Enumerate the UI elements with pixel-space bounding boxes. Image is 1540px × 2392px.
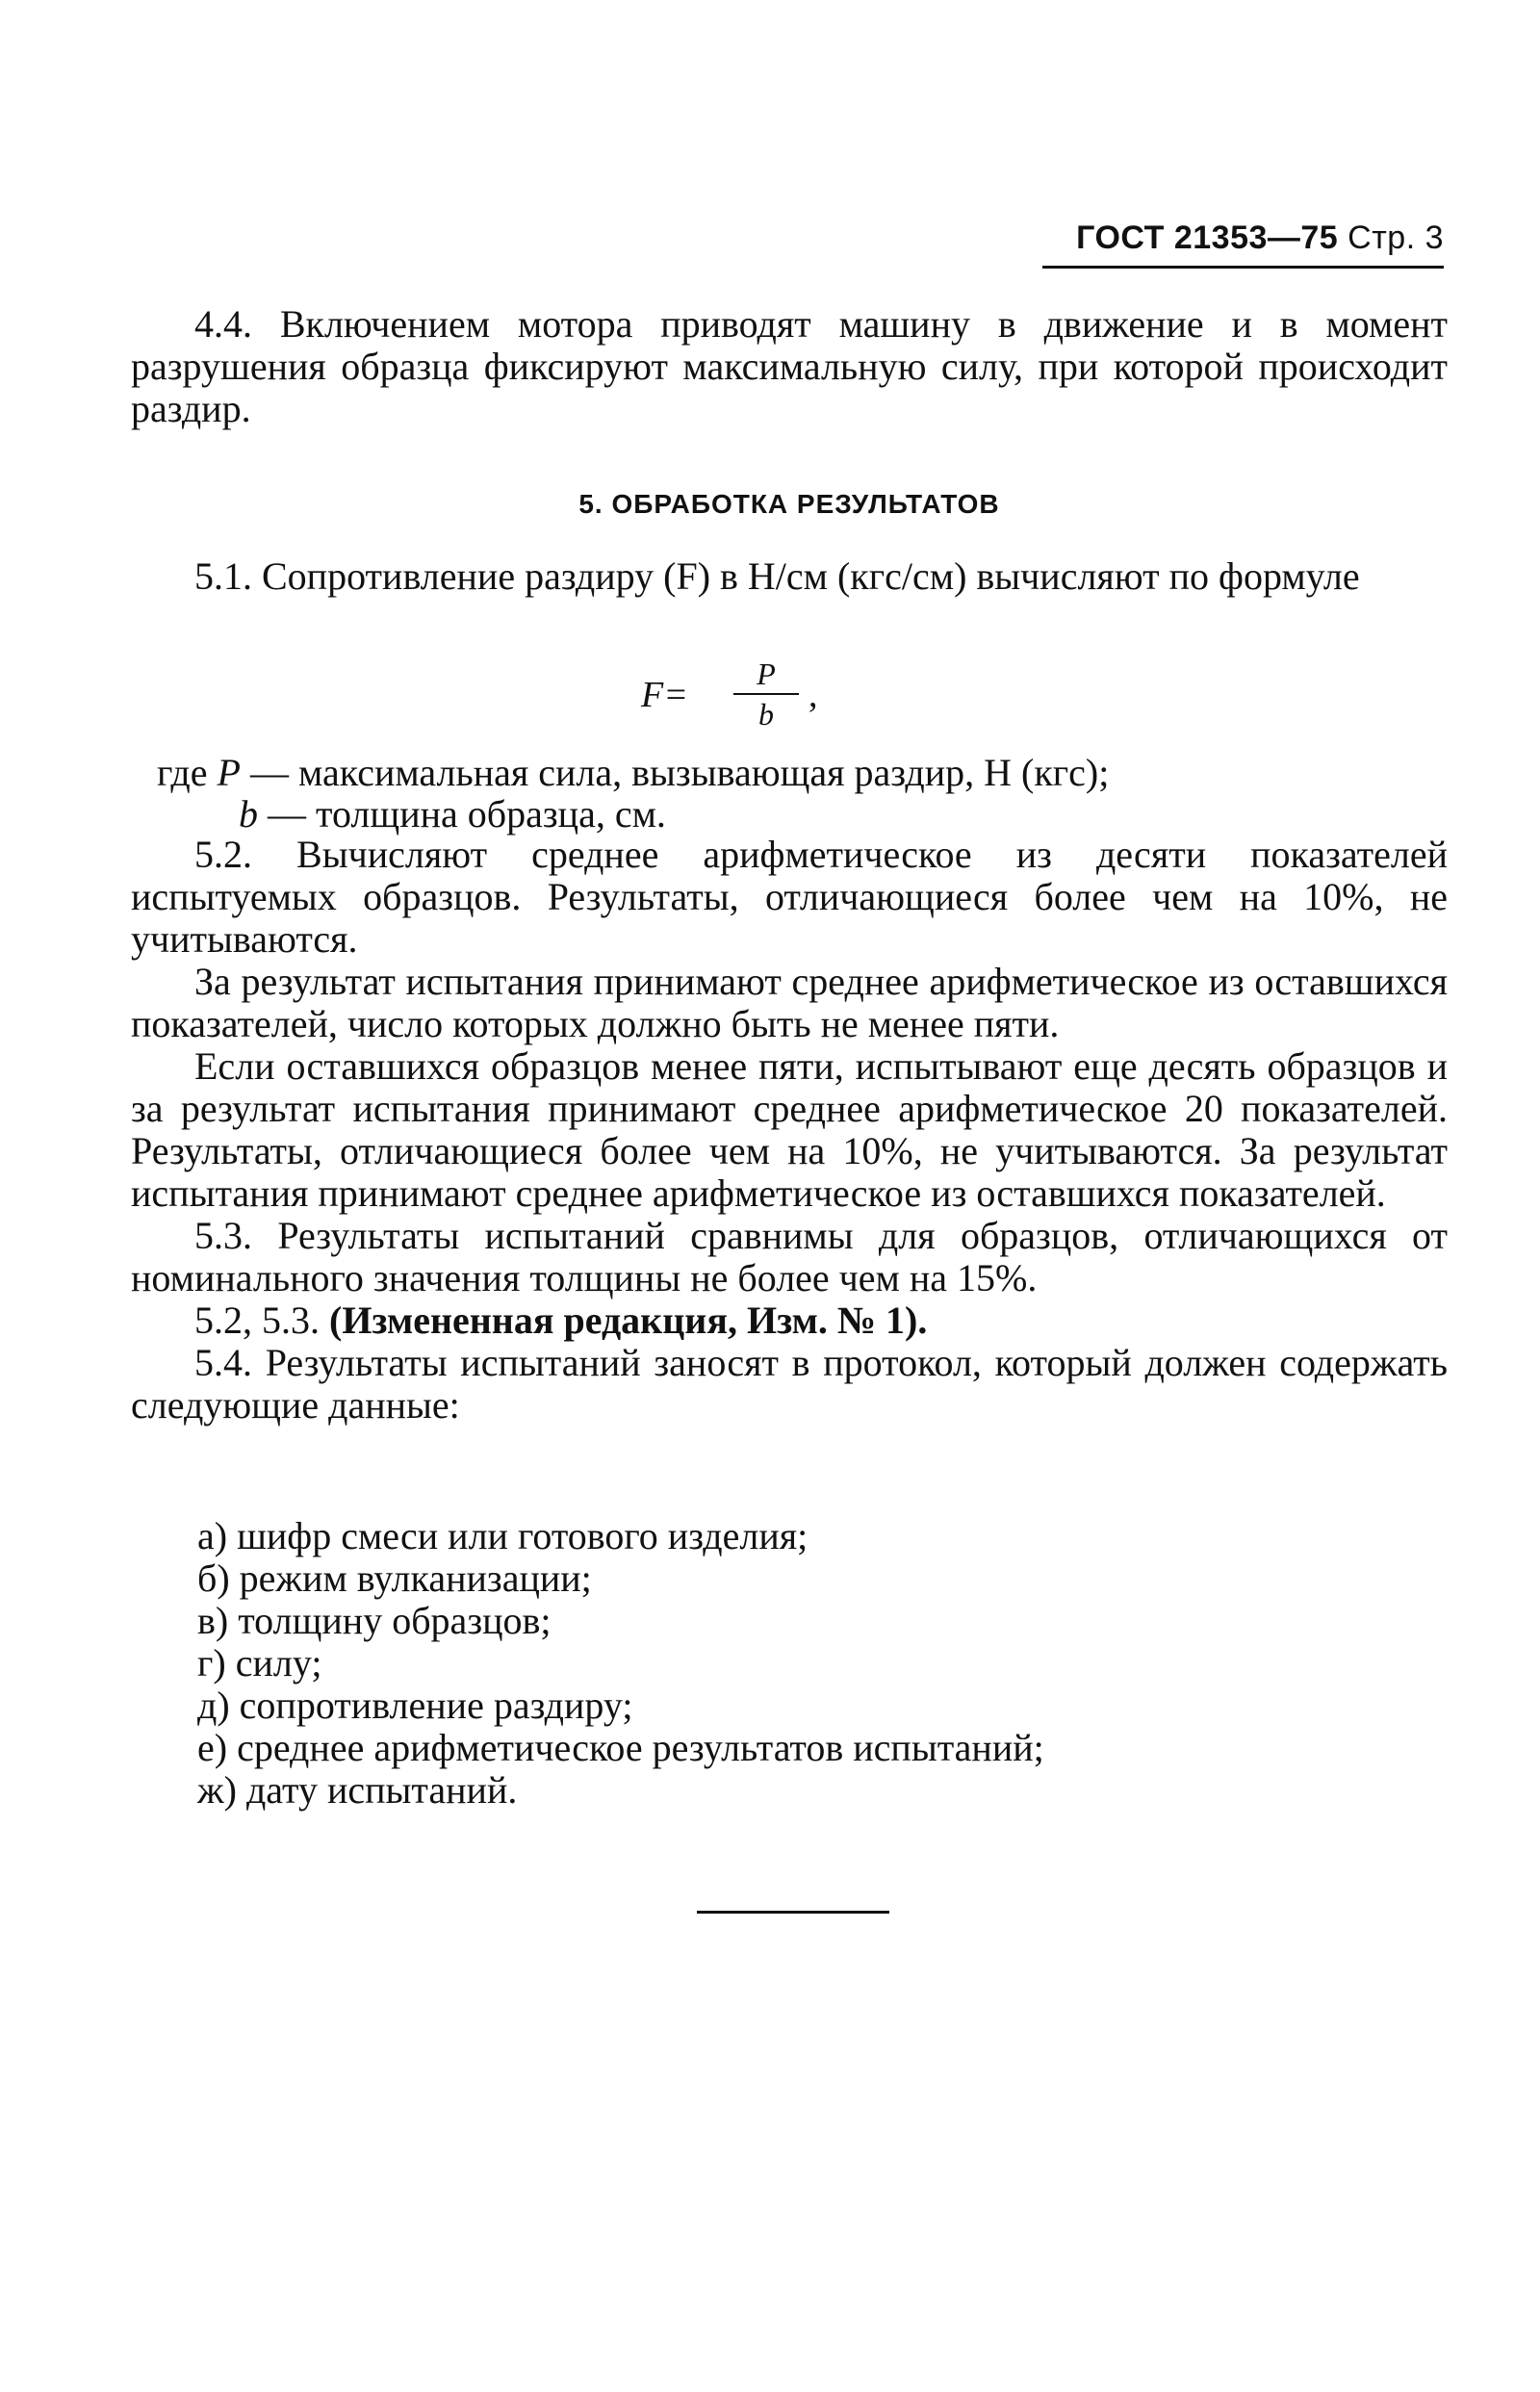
formula-lhs: F= <box>641 675 688 715</box>
section-5-title: 5. ОБРАБОТКА РЕЗУЛЬТАТОВ <box>578 489 1000 519</box>
formula-fraction <box>733 656 799 732</box>
clause-4-4-block <box>131 303 1448 430</box>
where-line-b <box>239 791 666 836</box>
where-text-b: — толщина образца, см. <box>268 792 666 836</box>
clause-5-2: 5.2. Вычисляют среднее арифметическое из десяти показателей испытуемых образцов. Результаты, отличающиеся более чем на 10%, не учитываются. <box>131 833 1448 961</box>
header-rule <box>1042 266 1444 269</box>
fraction-bar <box>733 693 799 695</box>
clause-5-1-block <box>131 555 1448 598</box>
standard-number: ГОСТ 21353—75 <box>1076 219 1339 256</box>
list-item: а) шифр смеси или готового изделия; <box>197 1514 808 1557</box>
list-item: е) среднее арифметическое результатов испытаний; <box>197 1726 1044 1769</box>
where-var-b: b <box>239 792 258 836</box>
where-line-p <box>157 750 1109 795</box>
formula-comma: , <box>808 675 818 715</box>
end-rule <box>697 1911 889 1914</box>
list-item: в) толщину образцов; <box>197 1599 552 1642</box>
clause-5-1: 5.1. Сопротивление раздиру (F) в Н/см (кгс/см) вычисляют по формуле <box>194 554 1360 598</box>
page-number: Стр. 3 <box>1348 219 1444 256</box>
amendment-text: (Измененная редакция, Изм. № 1). <box>329 1299 928 1342</box>
list-item: г) силу; <box>197 1641 322 1685</box>
clause-5-3: 5.3. Результаты испытаний сравнимы для образцов, отличающихся от номинального значения толщины не более чем на 15%. <box>131 1214 1448 1299</box>
clause-4-4: 4.4. Включением мотора приводят машину в движение и в момент разрушения образца фиксируют максимальную силу, при которой происходит раздир. <box>131 302 1448 430</box>
list-item: ж) дату испытаний. <box>197 1768 518 1812</box>
clause-5-2-result: За результат испытания принимают среднее арифметическое из оставшихся показателей, число которых должно быть не менее пяти. <box>131 960 1448 1045</box>
where-text-p: — максимальная сила, вызывающая раздир, Н (кгс); <box>249 751 1110 794</box>
clause-5-2-repeat: Если оставшихся образцов менее пяти, испытывают еще десять образцов и за результат испытания принимают среднее арифметическое 20 показателей. Результаты, отличающиеся более чем на 10%, не учитываются. За результат испытания принимают среднее арифметическое из оставшихся показателей. <box>131 1044 1448 1215</box>
formula-numerator: P <box>757 656 776 691</box>
formula-denominator: b <box>758 697 774 732</box>
amendment-prefix: 5.2, 5.3. <box>194 1299 320 1342</box>
where-var-p: P <box>217 751 241 794</box>
amendment-note <box>131 1299 1448 1342</box>
list-item: б) режим вулканизации; <box>197 1556 592 1600</box>
page-header <box>1076 219 1444 257</box>
where-prefix: где <box>157 751 208 794</box>
list-item: д) сопротивление раздиру; <box>197 1684 633 1727</box>
clauses-5-2-to-5-4-block <box>131 834 1448 1427</box>
clause-5-4: 5.4. Результаты испытаний заносят в протокол, который должен содержать следующие данные: <box>131 1341 1448 1427</box>
